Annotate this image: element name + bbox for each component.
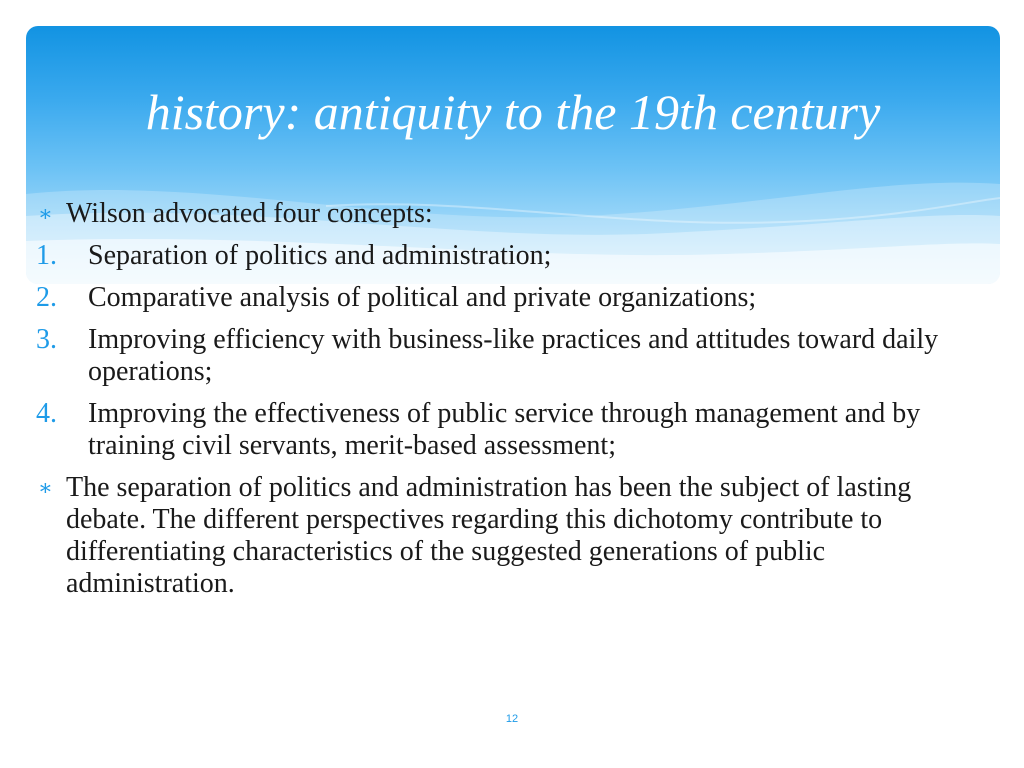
list-item-text: Improving efficiency with business-like practices and attitudes toward daily operations; bbox=[88, 324, 939, 387]
list-item bbox=[36, 198, 976, 230]
list-item bbox=[36, 398, 976, 462]
list-item-text: Separation of politics and administration; bbox=[88, 240, 552, 271]
bullet-marker-icon: ∗ bbox=[38, 475, 53, 500]
list-item-text: Wilson advocated four concepts: bbox=[66, 198, 433, 229]
list-number: 2. bbox=[36, 282, 57, 313]
list-item-text: Improving the effectiveness of public service through management and by training civil servants, merit-based assessment; bbox=[88, 398, 921, 461]
list-item-text: Comparative analysis of political and private organizations; bbox=[88, 282, 757, 313]
slide-title: history: antiquity to the 19th century bbox=[145, 84, 881, 140]
list-item bbox=[36, 324, 976, 388]
list-item bbox=[36, 282, 976, 314]
slide-body-list bbox=[36, 198, 976, 610]
bullet-marker-icon: ∗ bbox=[38, 201, 53, 226]
list-number: 1. bbox=[36, 240, 57, 271]
page-number: 12 bbox=[505, 713, 519, 725]
list-item-text: The separation of politics and administration has been the subject of lasting debate. The different perspectives regarding this dichotomy contribute to differentiating characteristics of the suggested generations of public administration. bbox=[66, 472, 912, 599]
list-number: 3. bbox=[36, 324, 57, 355]
list-item bbox=[36, 240, 976, 272]
list-number: 4. bbox=[36, 398, 57, 429]
list-item bbox=[36, 472, 976, 600]
